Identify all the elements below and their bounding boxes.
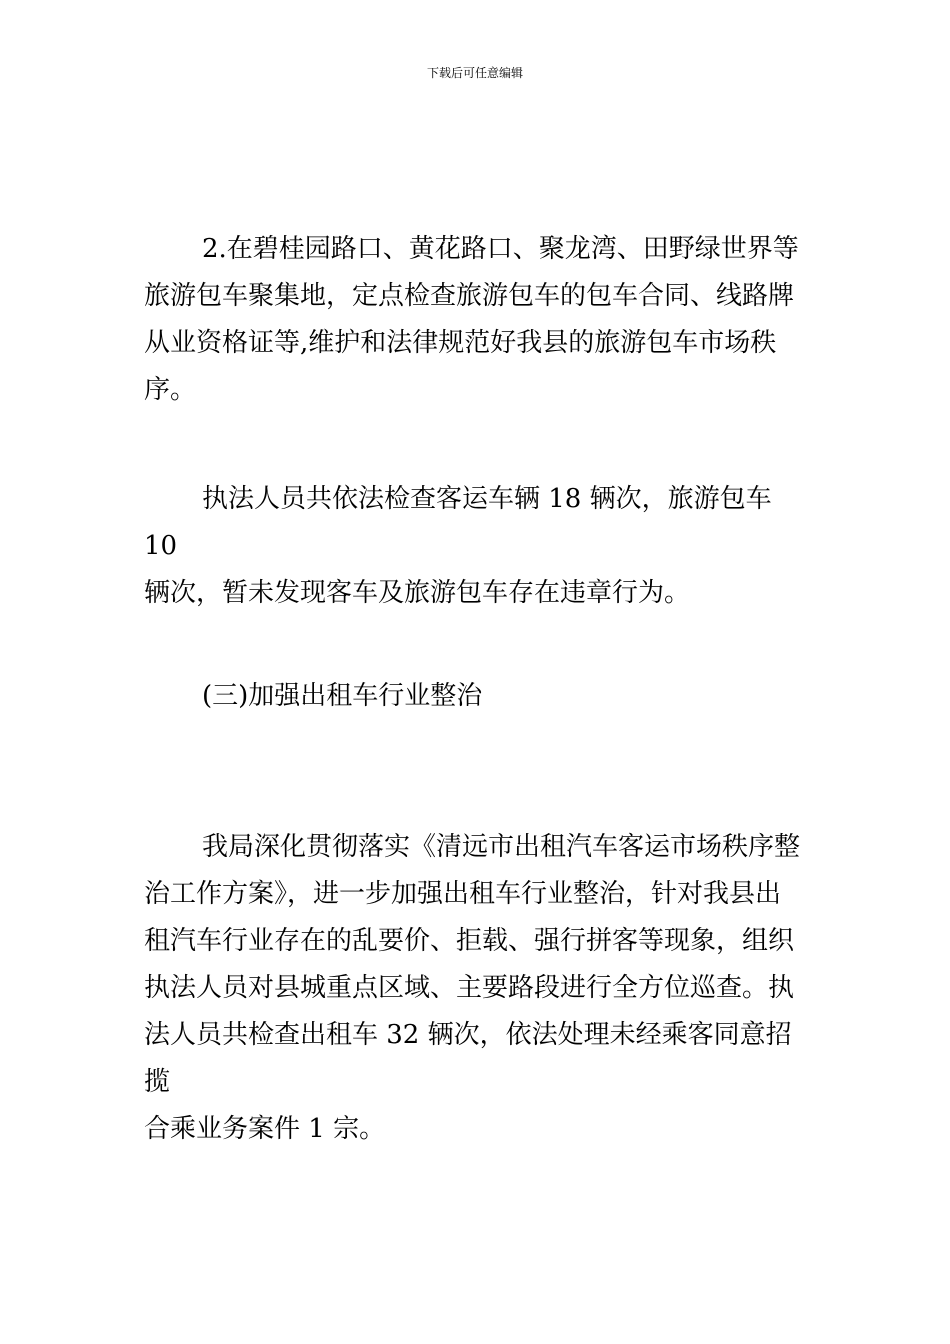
section-heading-taxi: (三)加强出租车行业整治 [202,681,483,711]
paragraph-inspection-results: 执法人员共依法检查客运车辆 18 辆次，旅游包车 10 辆次，暂未发现客车及旅游包车存在违章行为。 [144,484,772,608]
paragraph-inspection-points: 2.在碧桂园路口、黄花路口、聚龙湾、田野绿世界等 旅游包车聚集地，定点检查旅游包车的包车合同、线路牌 从业资格证等,维护和法律规范好我县的旅游包车市场秩序。 [144,234,799,405]
page-header: 下载后可任意编辑 [426,66,523,80]
paragraph-taxi-rectification: 我局深化贯彻落实《清远市出租汽车客运市场秩序整 治工作方案》，进一步加强出租车行业整治，针对我县出 租汽车行业存在的乱要价、拒载、强行拼客等现象，组织 执法人员对县城重点区域、主要路段进行全方位巡查。执 法人员共检查出租车 32 辆次，依法处理未经乘客同意招揽 合乘业务案件 1 宗。 [144,832,801,1144]
